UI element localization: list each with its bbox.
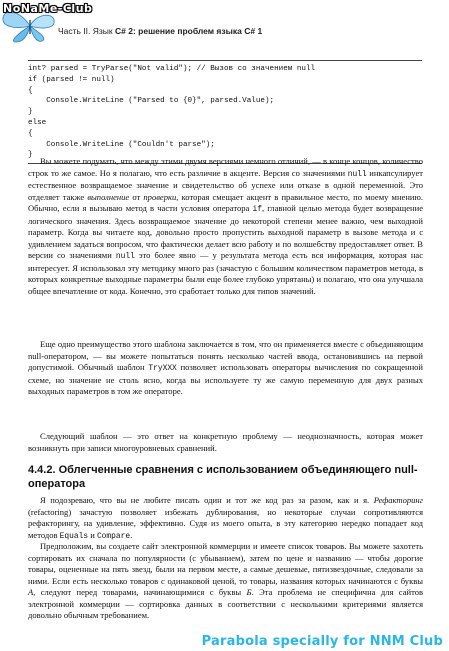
code-line: if (parsed != null)	[28, 75, 115, 84]
inline-code: Compare	[96, 531, 131, 541]
paragraph-5: Предположим, вы создаете сайт электронной коммерции и имеете список товаров. Вы можете захотеть сортировать их сначала по популярности (с убыванием), затем по цене и названию — чтобы дорогие товары, оцененные на пять звезд, были на первом месте, а самые дешевые, пятизвездочные, следовали за ними. Если есть несколько товаров с одинаковой ценой, то товары, названия которых начинаются с буквы А, следуют перед товарами, начинающимися с буквы Б. Эта проблема не специфична для сайтов электронной коммерции — сортировка данных в соответствии с несколькими критериями является довольно обычным требованием.	[28, 541, 423, 620]
section-heading: 4.4.2. Облегченные сравнения с использованием объединяющего null-оператора	[28, 464, 418, 490]
paragraph-2: Еще одно преимущество этого шаблона заключается в том, что он применяется вместе с объединяющим null-оператором, — вы можете попытаться понять несколько частей ввода, остановившись на первой допустимой. Обычный шаблон TryXXX позволяет использовать операторы вычисления по сокращенной схеме, но значение не столь ясно, когда вы используете ту же самую переменную для двух разных выходных параметров в том же операторе.	[28, 339, 424, 396]
paragraph-4: Я подозреваю, что вы не любите писать один и тот же код раз за разом, как и я. Рефакторинг (refactoring) зачастую позволяет избежать дублирования, но некоторые случаи сопротивляются рефакторингу, на удивление, эффективно. Судя из моего опыта, в эту категорию нередко попадает код методов Equals и Compare.	[28, 495, 423, 541]
paragraph-1: Вы можете подумать, что между этими двумя версиями немного отличий, — в конце концов, количество строк то же самое. Но я полагаю, что есть различие в акценте. Версия со значениями null инкапсулирует естественное возвращаемое значение и свидетельство об успехе или отказе в одной переменной. Это отделяет также выполнение от проверки, которая смещает акцент в правильное место, по моему мнению. Обычно, если я вызываю метод в части условия оператора if, главной целью метода будет возвращение логического значения. Здесь возвращаемое значение до некоторой степени менее важно, чем выходной параметр. Когда вы читаете код, довольно просто пропустить выходной параметр в вызове метода и с удивлением задаться вопросом, что фактически делает всю работу и по волшебству предоставляет ответ. В версии со значениями null это более явно — у результата метода есть вся информация, которая нас интересует. Я использовал эту методику много раз (зачастую с большим количеством параметров метода, в которых конкретные выходные параметры были еще более глубоко упрятаны) и полагаю, что она улучшала общее впечатление от кода. Конечно, это сработает только для типов значений.	[28, 156, 424, 296]
watermark-bottom: Parabola specially for NNM Club	[201, 634, 443, 649]
inline-code: if	[252, 205, 262, 214]
paragraph-3: Следующий шаблон — это ответ на конкретную проблему — неоднозначность, которая может возникнуть при записи многоуровневых сравнений.	[28, 431, 423, 453]
emphasis: выполнение	[87, 191, 130, 202]
emphasis: Рефакторинг	[373, 495, 423, 505]
watermark-top-text: NoNaMe-Club	[3, 2, 93, 15]
code-listing	[28, 60, 422, 164]
inline-code: TryXXX	[148, 364, 177, 373]
emphasis: Б	[246, 587, 252, 597]
code-line: {	[28, 129, 33, 138]
emphasis: А	[28, 587, 34, 597]
code-line: }	[28, 151, 33, 160]
running-head-prefix: Часть II. Язык	[58, 26, 115, 36]
inline-code: null	[115, 252, 135, 261]
code-line: {	[28, 86, 33, 95]
code-line: Console.WriteLine ("Couldn't parse");	[28, 140, 215, 149]
emphasis: проверки	[143, 191, 177, 202]
running-head-title: C# 2: решение проблем языка C# 1	[115, 26, 263, 36]
running-head	[58, 26, 262, 36]
code-line: Console.WriteLine ("Parsed to {0}", parsed.Value);	[28, 97, 275, 106]
code-line: else	[28, 118, 47, 127]
inline-code: Equals	[59, 531, 89, 541]
inline-code: null	[347, 169, 367, 179]
watermark-logo	[0, 0, 150, 44]
code-line: }	[28, 108, 33, 117]
code-line: int? parsed = TryParse("Not valid"); // Вызов со значением null	[28, 65, 316, 73]
